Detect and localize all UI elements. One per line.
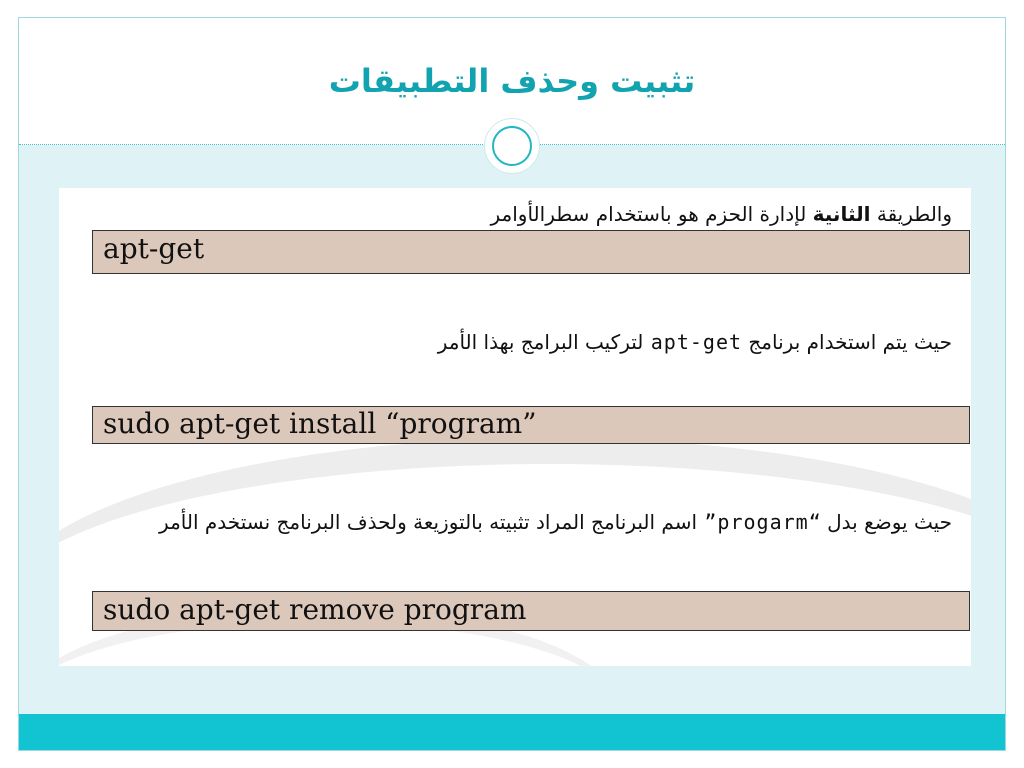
paragraph-1: [72, 200, 952, 228]
bottom-bar: [19, 714, 1005, 750]
paragraph-1-text-before: والطريقة: [870, 202, 952, 226]
paragraph-3-inline-code: “progarm”: [704, 510, 821, 534]
paragraph-2-inline-code: apt-get: [650, 330, 743, 354]
slide-title: تثبيت وحذف التطبيقات: [328, 62, 696, 100]
paragraph-2-text-after: لتركيب البرامج بهذا الأمر: [437, 330, 651, 354]
code-box-remove: [92, 591, 970, 631]
circle-ornament-icon: [484, 118, 540, 174]
code-2-text: sudo apt-get install “program”: [103, 407, 537, 440]
paragraph-3: [72, 508, 952, 536]
paragraph-3-text-after: اسم البرنامج المراد تثبيته بالتوزيعة ولحذف البرنامج نستخدم الأمر: [159, 510, 705, 534]
code-box-apt-get: [92, 230, 970, 274]
paragraph-2: [72, 328, 952, 356]
paragraph-3-text-before: حيث يوضع بدل: [820, 510, 952, 534]
paragraph-1-text-after: لإدارة الحزم هو باستخدام سطرالأوامر: [490, 202, 813, 226]
code-box-install: [92, 406, 970, 444]
slide-frame: [18, 17, 1006, 751]
paragraph-2-text-before: حيث يتم استخدام برنامج: [742, 330, 952, 354]
code-3-text: sudo apt-get remove program: [103, 593, 527, 626]
code-1-text: apt-get: [103, 232, 205, 265]
content-box: [59, 188, 971, 666]
circle-ring-icon: [492, 126, 532, 166]
paragraph-1-bold: الثانية: [812, 202, 871, 226]
